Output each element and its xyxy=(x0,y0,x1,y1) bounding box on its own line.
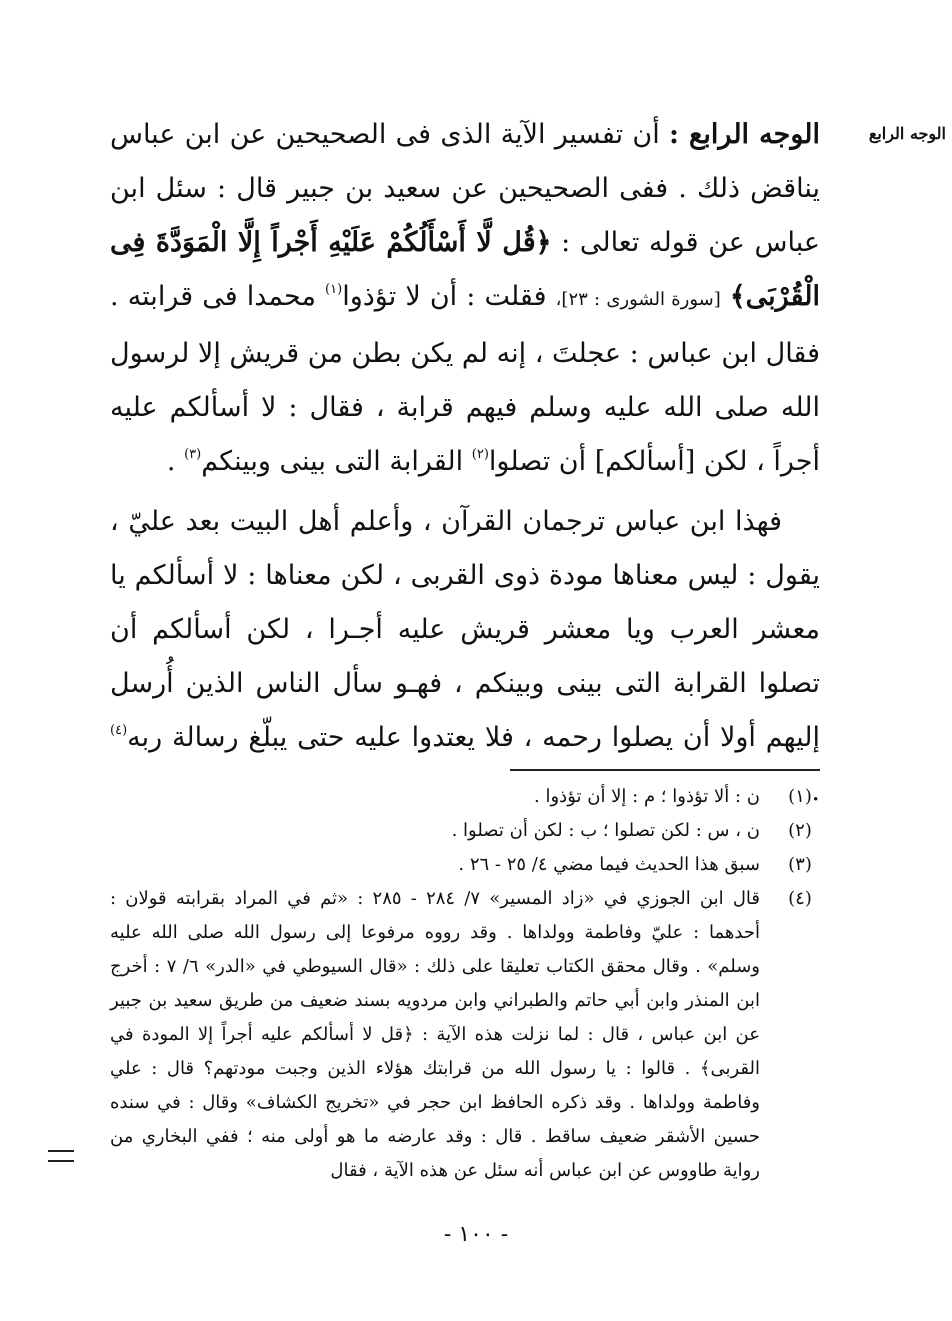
main-text xyxy=(110,108,820,819)
verse-reference: [سورة الشورى : ٢٣]، xyxy=(555,289,721,310)
footnote-marker-4: (٤) xyxy=(110,723,128,738)
footnote-text: ن : ألا تؤذوا ؛ م : إلا أن تؤذوا . xyxy=(534,786,760,807)
footnote-separator xyxy=(510,769,820,771)
footnote-text: سبق هذا الحديث فيما مضي ٤/ ٢٥ - ٢٦ . xyxy=(458,854,760,875)
footnote-marker-1: (١) xyxy=(325,282,343,297)
paragraph-1-part-a: أن تفسير الآية الذى فى الصحيحين عن ابن عباس يناقض ذلك . ففى الصحيحين عن سعيد بن جبير قال : سئل ابن عباس عن قوله تعالى : xyxy=(110,119,820,258)
footnote-4 xyxy=(110,882,820,1188)
footnote-3 xyxy=(110,848,820,882)
paragraph-2-end: . xyxy=(811,776,820,807)
paragraph-2-text: فهذا ابن عباس ترجمان القرآن ، وأعلم أهل البيت بعد عليّ ، يقول : ليس معناها مودة ذوى القربى ، لكن معناها : لا أسألكم يا معشر العرب ويا معشر قريش عليه أجـرا ، لكن أسألكم أن تصلوا القرابة التى بينى وبينكم ، فهـو سأل الناس الذين أُرسل إليهم أولا أن يصلوا رحمه ، فلا يعتدوا عليه حتى يبلّغ رسالة ربه xyxy=(110,506,820,753)
paragraph-1 xyxy=(110,108,820,489)
footnote-number: (١) xyxy=(788,786,812,807)
paragraph-1-part-b: فقلت : أن لا تؤذوا xyxy=(342,281,547,312)
footnote-number: (٢) xyxy=(788,820,812,841)
footnote-text: قال ابن الجوزي في «زاد المسير» ٧/ ٢٨٤ - ٢٨٥ : «ثم في المراد بقرابته قولان : أحدهما : عليّ وفاطمة وولداها . وقد رووه مرفوعا إلى رسول الله صلى الله عليه وسلم» . وقال محقق الكتاب تعليقا على ذلك : «قال السيوطي في «الدر» ٦/ ٧ : أخرج ابن المنذر وابن أبي حاتم والطبراني وابن مردويه بسند ضعيف من طريق سعيد بن جبير عن ابن عباس ، قال : لما نزلت هذه الآية : ﴿قل لا أسألكم عليه أجراً إلا المودة في القربى﴾ . قالوا : يا رسول الله من قرابتك هؤلاء الذين وجبت مودتهم؟ قال : علي وفاطمة وولداها . وقد ذكره الحافظ ابن حجر في «تخريج الكشاف» وقال : في سنده حسين الأشقر ضعيف ساقط . قال : وقد عارضه ما هو أولى منه ؛ ففي البخاري من رواية طاووس عن ابن عباس أنه سئل عن هذه الآية ، فقال xyxy=(110,888,760,1181)
footnotes xyxy=(110,780,820,1188)
paragraph-1-part-d: القرابة التى بينى وبينكم xyxy=(201,446,464,477)
page-number: - ١٠٠ - xyxy=(443,1222,509,1247)
footnote-marker-3: (٣) xyxy=(184,447,202,462)
footnote-text: ن ، س : لكن تصلوا ؛ ب : لكن أن تصلوا . xyxy=(451,820,760,841)
footnote-number: (٤) xyxy=(788,888,812,909)
quran-verse: ﴿قُل لَّا أَسْأَلُكُمْ عَلَيْهِ أَجْراً إِلَّا الْمَوَدَّةَ فِى الْقُرْبَى﴾ xyxy=(110,227,820,312)
continuation-mark xyxy=(48,1150,74,1162)
margin-heading: الوجه الرابع xyxy=(868,124,946,143)
paragraph-1-part-e: . xyxy=(166,446,176,477)
footnote-2 xyxy=(110,814,820,848)
paragraph-1-part-c: محمدا فى قرابته . فقال ابن عباس : عجلتَ ، إنه لم يكن بطن من قريش إلا لرسول الله صلى الله عليه وسلم فيهم قرابة ، فقال : لا أسألكم عليه أجراً ، لكن [أسألكم] أن تصلوا xyxy=(110,281,820,477)
footnote-1 xyxy=(110,780,820,814)
footnote-number: (٣) xyxy=(788,854,812,875)
section-lead: الوجه الرابع : xyxy=(668,119,820,150)
footnote-marker-2: (٢) xyxy=(471,447,489,462)
